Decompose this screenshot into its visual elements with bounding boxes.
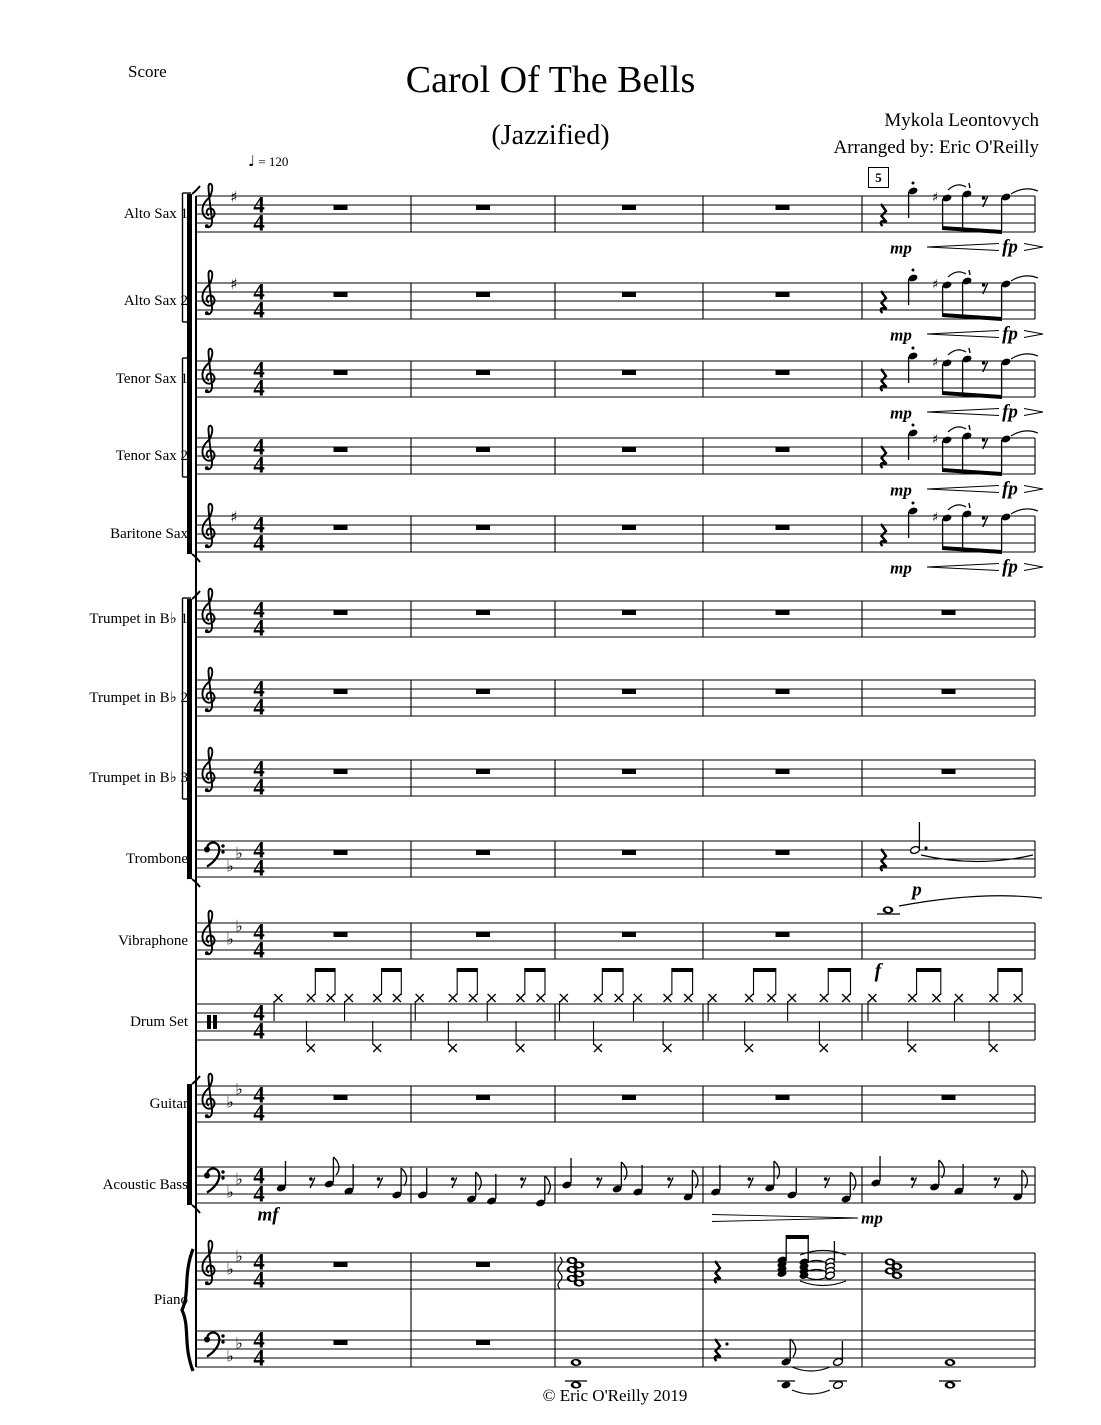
svg-text:4: 4 — [253, 357, 265, 383]
bass-clef-icon — [204, 1169, 225, 1193]
svg-text:♭: ♭ — [226, 1182, 234, 1202]
svg-text:4: 4 — [253, 919, 265, 945]
page-subtitle: (Jazzified) — [491, 120, 610, 151]
svg-text:♯: ♯ — [230, 508, 238, 526]
dynamic-marking: mp — [890, 558, 912, 578]
svg-text:♭: ♭ — [235, 843, 243, 863]
staff-alto-sax-1 — [196, 182, 1043, 258]
svg-text:4: 4 — [253, 279, 265, 305]
svg-text:♯: ♯ — [230, 275, 238, 293]
composer-name: Mykola Leontovych — [884, 110, 1039, 131]
treble-clef-icon — [202, 271, 214, 315]
dynamic-marking: fp — [1002, 401, 1018, 423]
instrument-label-trombone: Trombone — [126, 851, 188, 867]
instrument-label-vibraphone: Vibraphone — [118, 933, 188, 949]
page-title: Carol Of The Bells — [405, 59, 696, 101]
staff-baritone-sax — [196, 502, 1043, 578]
svg-text:4: 4 — [253, 1018, 265, 1044]
copyright-notice: © Eric O'Reilly 2019 — [542, 1386, 688, 1405]
dynamic-marking: mp — [890, 480, 912, 500]
svg-text:♯: ♯ — [230, 188, 238, 206]
instrument-label-drum-set: Drum Set — [130, 1014, 188, 1030]
treble-clef-icon — [202, 589, 214, 633]
svg-text:4: 4 — [253, 512, 265, 538]
svg-text:♭: ♭ — [226, 1259, 234, 1279]
staff-guitar — [196, 1074, 1035, 1126]
instrument-label-tenor-sax-2: Tenor Sax 2 — [115, 448, 188, 464]
bass-clef-icon — [204, 1333, 225, 1357]
instrument-label-piano-rh: Piano — [153, 1292, 188, 1308]
instrument-label-tenor-sax-1: Tenor Sax 1 — [115, 371, 188, 387]
staff-tenor-sax-2 — [196, 424, 1043, 500]
svg-text:4: 4 — [253, 434, 265, 460]
svg-text:4: 4 — [253, 1345, 265, 1371]
svg-text:4: 4 — [253, 530, 265, 556]
svg-text:♯: ♯ — [931, 355, 939, 371]
staff-acoustic-bass — [196, 1156, 1035, 1228]
svg-text:♭: ♭ — [235, 1169, 243, 1189]
treble-clef-icon — [202, 426, 214, 470]
staff-drum-set — [196, 968, 1035, 1052]
svg-text:4: 4 — [253, 1163, 265, 1189]
svg-text:4: 4 — [253, 774, 265, 800]
instrument-label-acoustic-bass: Acoustic Bass — [102, 1177, 188, 1193]
svg-text:♭: ♭ — [226, 1092, 234, 1112]
treble-clef-icon — [202, 184, 214, 228]
svg-text:4: 4 — [253, 375, 265, 401]
dynamic-marking: fp — [1002, 236, 1018, 258]
svg-text:4: 4 — [253, 676, 265, 702]
treble-clef-icon — [202, 504, 214, 548]
dynamic-marking: fp — [1002, 478, 1018, 500]
svg-text:♭: ♭ — [235, 1246, 243, 1266]
svg-text:4: 4 — [253, 452, 265, 478]
svg-text:♯: ♯ — [931, 510, 939, 526]
svg-text:4: 4 — [253, 837, 265, 863]
dynamic-marking: mp — [861, 1208, 883, 1228]
dynamic-marking: mp — [890, 238, 912, 258]
staff-trumpet-1 — [196, 589, 1035, 641]
svg-text:4: 4 — [253, 694, 265, 720]
svg-text:♭: ♭ — [226, 929, 234, 949]
group-bracket — [187, 599, 192, 879]
svg-text:4: 4 — [253, 1100, 265, 1126]
treble-clef-icon — [202, 1074, 214, 1118]
svg-text:4: 4 — [253, 1327, 265, 1353]
dynamic-marking: mf — [257, 1204, 279, 1226]
treble-clef-icon — [202, 911, 214, 955]
instrument-label-alto-sax-1: Alto Sax 1 — [123, 206, 188, 222]
treble-clef-icon — [202, 349, 214, 393]
dynamic-marking: fp — [1002, 556, 1018, 578]
staff-trombone — [196, 822, 1035, 901]
svg-text:♯: ♯ — [931, 277, 939, 293]
svg-text:♭: ♭ — [226, 856, 234, 876]
arranger-credit: Arranged by: Eric O'Reilly — [833, 137, 1039, 158]
dynamic-marking: mp — [890, 403, 912, 423]
svg-text:♯: ♯ — [931, 190, 939, 206]
instrument-label-alto-sax-2: Alto Sax 2 — [123, 293, 188, 309]
rehearsal-mark: 5 — [868, 167, 889, 188]
dynamic-marking: mp — [890, 325, 912, 345]
instrument-label-trumpet-3: Trumpet in B♭ 3 — [89, 770, 188, 786]
svg-text:4: 4 — [253, 937, 265, 963]
staff-trumpet-3 — [196, 748, 1035, 800]
svg-text:4: 4 — [253, 192, 265, 218]
svg-text:♭: ♭ — [235, 916, 243, 936]
staff-tenor-sax-1 — [196, 347, 1043, 423]
svg-text:4: 4 — [253, 855, 265, 881]
svg-text:♯: ♯ — [931, 432, 939, 448]
dynamic-marking: p — [912, 879, 922, 901]
staff-alto-sax-2 — [196, 269, 1043, 345]
dynamic-marking: f — [874, 960, 882, 982]
svg-text:4: 4 — [253, 1267, 265, 1293]
staff-trumpet-2 — [196, 668, 1035, 720]
svg-text:4: 4 — [253, 1249, 265, 1275]
svg-text:♭: ♭ — [235, 1333, 243, 1353]
treble-clef-icon — [202, 668, 214, 712]
svg-text:4: 4 — [253, 597, 265, 623]
svg-text:4: 4 — [253, 1181, 265, 1207]
svg-text:4: 4 — [253, 210, 265, 236]
tempo-value: = 120 — [258, 154, 289, 169]
svg-text:4: 4 — [253, 756, 265, 782]
svg-text:♭: ♭ — [226, 1346, 234, 1366]
treble-clef-icon — [202, 748, 214, 792]
svg-text:4: 4 — [253, 1000, 265, 1026]
staff-piano-rh — [196, 1235, 1035, 1367]
staff-piano-lh — [196, 1328, 1035, 1395]
score-label: Score — [128, 62, 167, 81]
instrument-label-baritone-sax: Baritone Sax — [110, 526, 188, 542]
dynamic-marking: fp — [1002, 323, 1018, 345]
instrument-label-trumpet-1: Trumpet in B♭ 1 — [89, 611, 188, 627]
instrument-label-guitar: Guitar — [149, 1096, 188, 1112]
treble-clef-icon — [202, 1241, 214, 1285]
bass-clef-icon — [204, 843, 225, 867]
svg-text:4: 4 — [253, 615, 265, 641]
svg-text:4: 4 — [253, 1082, 265, 1108]
quarter-note-icon: ♩ — [248, 152, 256, 170]
svg-text:♭: ♭ — [235, 1079, 243, 1099]
svg-text:4: 4 — [253, 297, 265, 323]
instrument-label-trumpet-2: Trumpet in B♭ 2 — [89, 690, 188, 706]
